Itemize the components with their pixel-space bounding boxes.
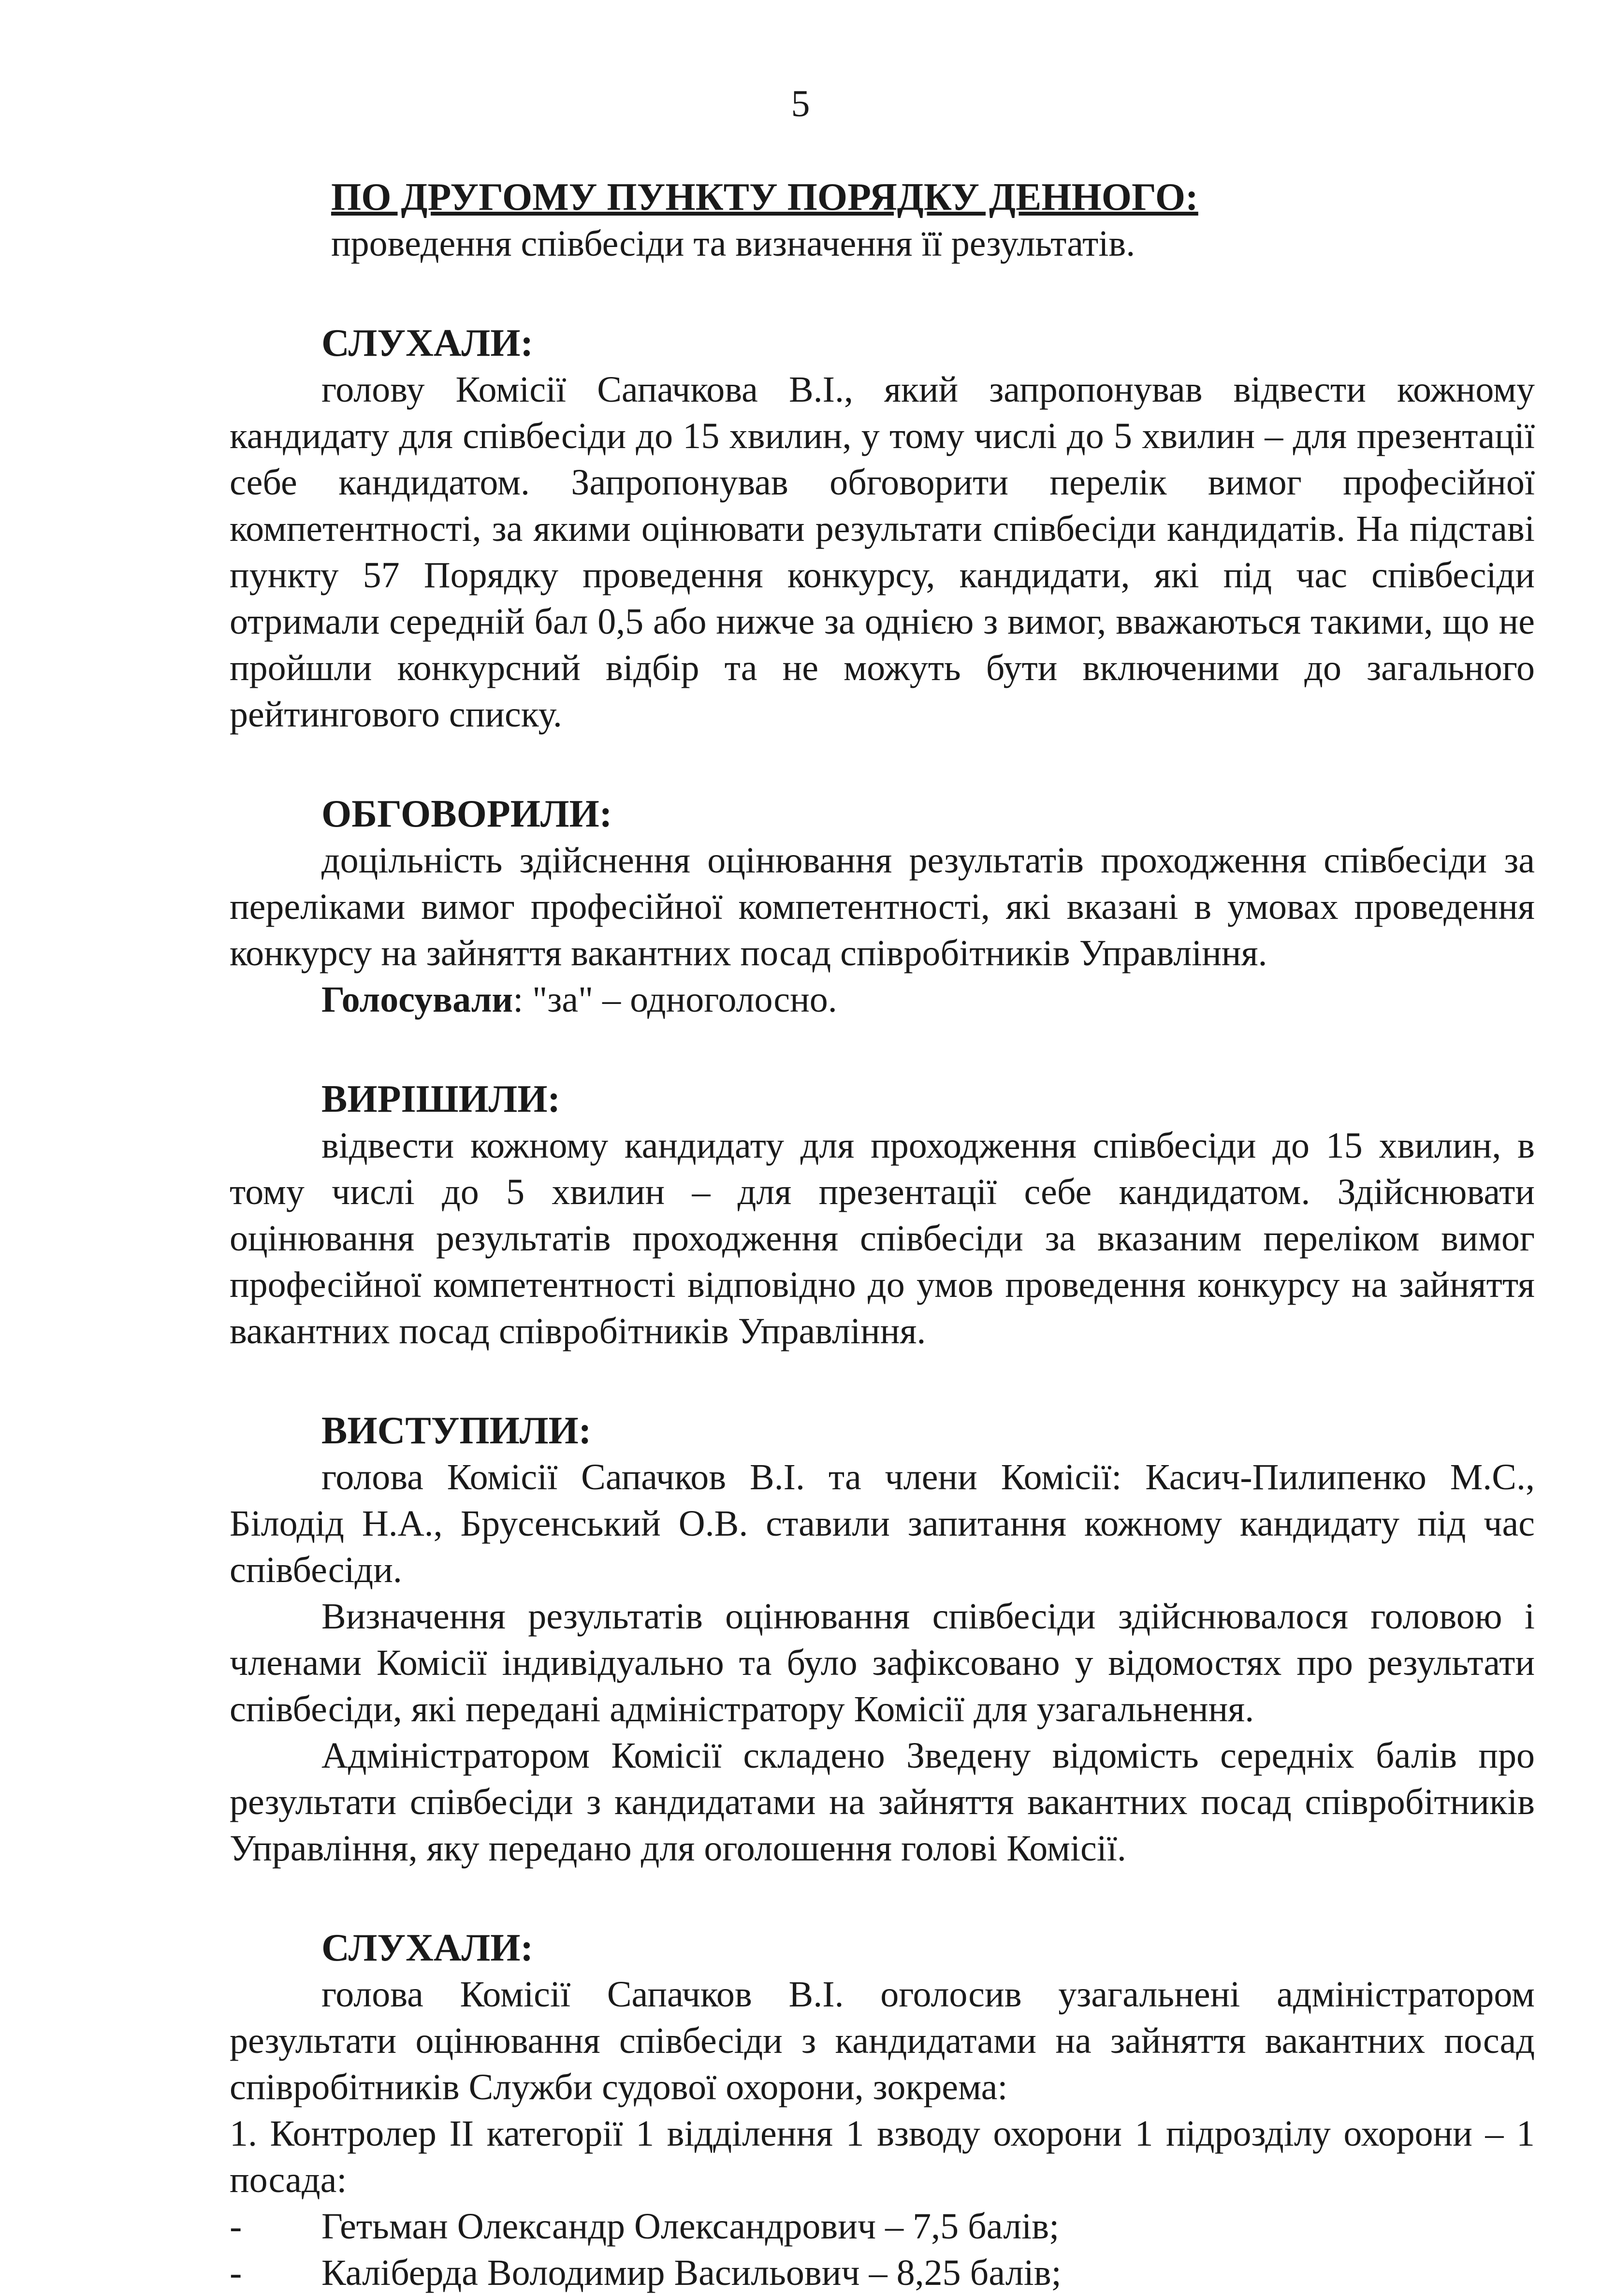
candidate-entry: Каліберда Володимир Васильович – 8,25 балів;: [321, 2252, 1062, 2293]
section-title-decided: ВИРІШИЛИ:: [321, 1078, 561, 1120]
decided-text: відвести кожному кандидату для проходження співбесіди до 15 хвилин, в тому числі до 5 хвилин – для презентації себе кандидатом. Здійснювати оцінювання результатів проходження співбесіди за вказаним переліком вимог професійної компетентності відповідно до умов проведення конкурсу на зайняття вакантних посад співробітників Управління.: [230, 1125, 1535, 1351]
list-dash: -: [230, 2252, 242, 2293]
spoke-paragraph-1: голова Комісії Сапачков В.І. та члени Комісії: Касич-Пилипенко М.С., Білодід Н.А., Брусенський О.В. ставили запитання кожному кандидату під час співбесіди.: [230, 1457, 1535, 1590]
agenda-text: проведення співбесіди та визначення її результатів.: [331, 223, 1135, 264]
section-title-discussed: ОБГОВОРИЛИ:: [321, 793, 612, 835]
heard-2-text: голова Комісії Сапачков В.І. оголосив узагальнені адміністратором результати оцінювання співбесіди з кандидатами на зайняття вакантних посад співробітників Служби судової охорони, зокрема:: [230, 1974, 1535, 2107]
section-title-spoke: ВИСТУПИЛИ:: [321, 1410, 592, 1452]
vote-label: Голосували: [321, 979, 513, 1020]
list-item: [230, 2250, 1535, 2296]
page-number: 5: [791, 82, 810, 124]
document-body: [230, 174, 1535, 2296]
agenda-heading: ПО ДРУГОМУ ПУНКТУ ПОРЯДКУ ДЕННОГО:: [331, 176, 1198, 218]
section-title-heard: СЛУХАЛИ:: [321, 322, 534, 364]
list-item: [230, 2203, 1535, 2250]
vote-line: [321, 976, 1535, 1023]
candidate-entry: Гетьман Олександр Олександрович – 7,5 балів;: [321, 2206, 1060, 2247]
spoke-paragraph-3: Адміністратором Комісії складено Зведену відомість середніх балів про результати співбесіди з кандидатами на зайняття вакантних посад співробітників Управління, яку передано для оголошення голові Комісії.: [230, 1735, 1535, 1869]
vote-value: : "за" – одноголосно.: [513, 979, 837, 1020]
list-dash: -: [230, 2206, 242, 2247]
position-title: 1. Контролер ІІ категорії 1 відділення 1 взводу охорони 1 підрозділу охорони – 1 посада:: [230, 2113, 1535, 2200]
spoke-paragraph-2: Визначення результатів оцінювання співбесіди здійснювалося головою і членами Комісії індивідуально та було зафіксовано у відомостях про результати співбесіди, які передані адміністратору Комісії для узагальнення.: [230, 1596, 1535, 1729]
discussed-text: доцільність здійснення оцінювання результатів проходження співбесіди за переліками вимог професійної компетентності, які вказані в умовах проведення конкурсу на зайняття вакантних посад співробітників Управління.: [230, 840, 1535, 974]
heard-text: голову Комісії Сапачкова В.І., який запропонував відвести кожному кандидату для співбесіди до 15 хвилин, у тому числі до 5 хвилин – для презентації себе кандидатом. Запропонував обговорити перелік вимог професійної компетентності, за якими оцінювати результати співбесіди кандидатів. На підставі пункту 57 Порядку проведення конкурсу, кандидати, які під час співбесіди отримали середній бал 0,5 або нижче за однією з вимог, вважаються такими, що не пройшли конкурсний відбір та не можуть бути включеними до загального рейтингового списку.: [230, 369, 1535, 735]
section-title-heard-2: СЛУХАЛИ:: [321, 1927, 534, 1969]
